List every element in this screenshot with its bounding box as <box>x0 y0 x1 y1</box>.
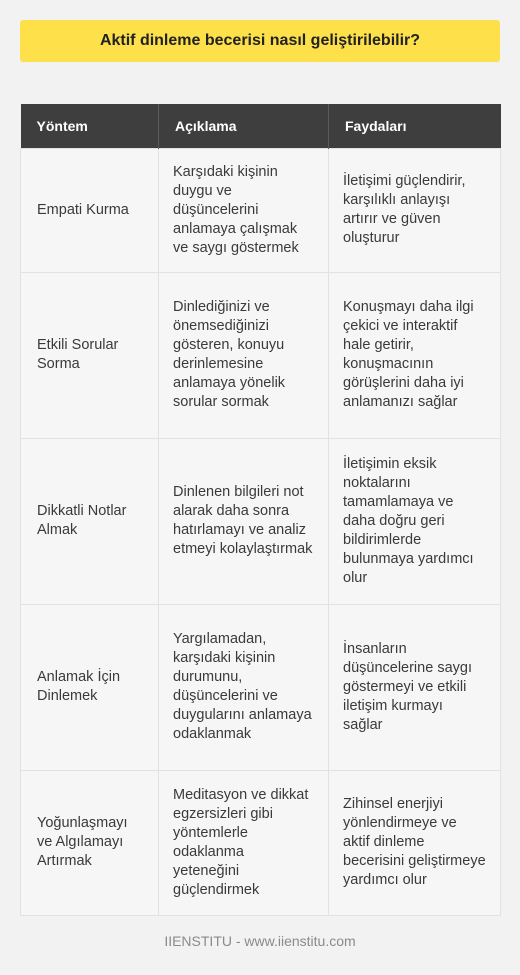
footer-credit: IIENSTITU - www.iienstitu.com <box>164 933 356 949</box>
table-row <box>21 770 501 915</box>
title-banner <box>20 20 500 62</box>
table-row <box>21 148 501 272</box>
header-method: Yöntem <box>21 104 159 148</box>
method-cell: Yoğunlaşmayı ve Algılamayı Artırmak <box>21 770 159 915</box>
method-cell: Empati Kurma <box>21 148 159 272</box>
methods-table <box>20 104 501 916</box>
table-row <box>21 604 501 770</box>
benefits-cell: Konuşmayı daha ilgi çekici ve interaktif hale getirir, konuşmacının görüşlerini daha iyi anlamanızı sağlar <box>329 272 501 438</box>
table-row <box>21 272 501 438</box>
table-row <box>21 438 501 604</box>
method-cell: Etkili Sorular Sorma <box>21 272 159 438</box>
description-cell: Karşıdaki kişinin duygu ve düşüncelerini anlamaya çalışmak ve saygı göstermek <box>159 148 329 272</box>
benefits-cell: İletişimi güçlendirir, karşılıklı anlayışı artırır ve güven oluşturur <box>329 148 501 272</box>
description-cell: Dinlediğinizi ve önemsediğinizi gösteren, konuyu derinlemesine anlamaya yönelik sorular sormak <box>159 272 329 438</box>
benefits-cell: İletişimin eksik noktalarını tamamlamaya ve daha doğru geri bildirimlerde bulunmaya yardımcı olur <box>329 438 501 604</box>
header-description: Açıklama <box>159 104 329 148</box>
description-cell: Dinlenen bilgileri not alarak daha sonra hatırlamayı ve analiz etmeyi kolaylaştırmak <box>159 438 329 604</box>
table-header-row <box>21 104 501 148</box>
header-benefits: Faydaları <box>329 104 501 148</box>
description-cell: Yargılamadan, karşıdaki kişinin durumunu, düşüncelerini ve duygularını anlamaya odaklanmak <box>159 604 329 770</box>
description-cell: Meditasyon ve dikkat egzersizleri gibi yöntemlerle odaklanma yeteneğini güçlendirmek <box>159 770 329 915</box>
method-cell: Anlamak İçin Dinlemek <box>21 604 159 770</box>
benefits-cell: Zihinsel enerjiyi yönlendirmeye ve aktif dinleme becerisini geliştirmeye yardımcı olur <box>329 770 501 915</box>
benefits-cell: İnsanların düşüncelerine saygı göstermeyi ve etkili iletişim kurmayı sağlar <box>329 604 501 770</box>
page-title: Aktif dinleme becerisi nasıl geliştirilebilir? <box>99 32 421 49</box>
method-cell: Dikkatli Notlar Almak <box>21 438 159 604</box>
